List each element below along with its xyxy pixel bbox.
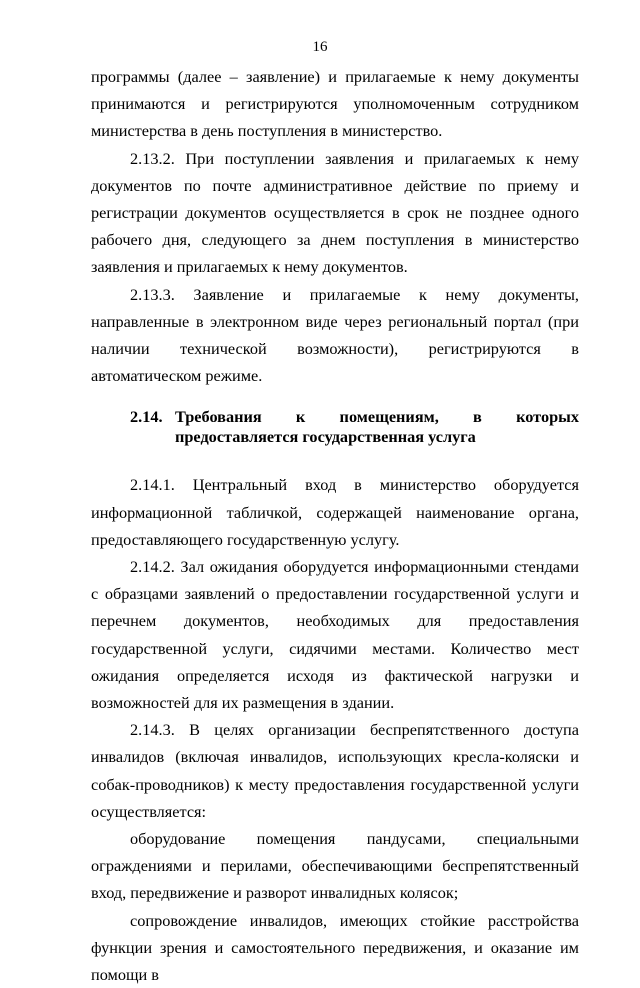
section-title: Требования к помещениям, в которых предоставляется государственная услуга (175, 407, 579, 447)
section-number: 2.14. (130, 407, 163, 427)
paragraph-2-13-3: 2.13.3. Заявление и прилагаемые к нему документы, направленные в электронном виде через региональный портал (при наличии технической возможности), регистрируются в автоматическом режиме. (91, 284, 579, 386)
section-heading (91, 407, 579, 447)
paragraph-continuation: программы (далее – заявление) и прилагаемые к нему документы принимаются и регистрируются уполномоченным сотрудником министерства в день поступления в министерство. (91, 67, 579, 141)
paragraph-escort: сопровождение инвалидов, имеющих стойкие расстройства функции зрения и самостоятельного передвижения, и оказание им помощи в (91, 910, 579, 985)
paragraph-2-14-3: 2.14.3. В целях организации беспрепятственного доступа инвалидов (включая инвалидов, использующих кресла-коляски и собак-проводников) к месту предоставления государственной услуги осуществляется: (91, 720, 579, 821)
paragraph-2-14-1: 2.14.1. Центральный вход в министерство оборудуется информационной табличкой, содержащей наименование органа, предоставляющего государственную услугу. (91, 475, 579, 549)
paragraph-ramps: оборудование помещения пандусами, специальными ограждениями и перилами, обеспечивающими беспрепятственный вход, передвижение и разворот инвалидных колясок; (91, 829, 579, 903)
document-body (91, 63, 579, 988)
paragraph-2-14-2: 2.14.2. Зал ожидания оборудуется информационными стендами с образцами заявлений о предоставлении государственной услуги и перечнем документов, необходимых для предоставления государственной услуги, сидячими местами. Количество мест ожидания определяется исходя из фактической нагрузки и возможностей для их размещения в здании. (91, 557, 579, 713)
page-number: 16 (312, 39, 328, 55)
paragraph-2-13-2: 2.13.2. При поступлении заявления и прилагаемых к нему документов по почте административное действие по приему и регистрации документов осуществляется в срок не позднее одного рабочего дня, следующего за днем поступления в министерство заявления и прилагаемых к нему документов. (91, 148, 579, 277)
